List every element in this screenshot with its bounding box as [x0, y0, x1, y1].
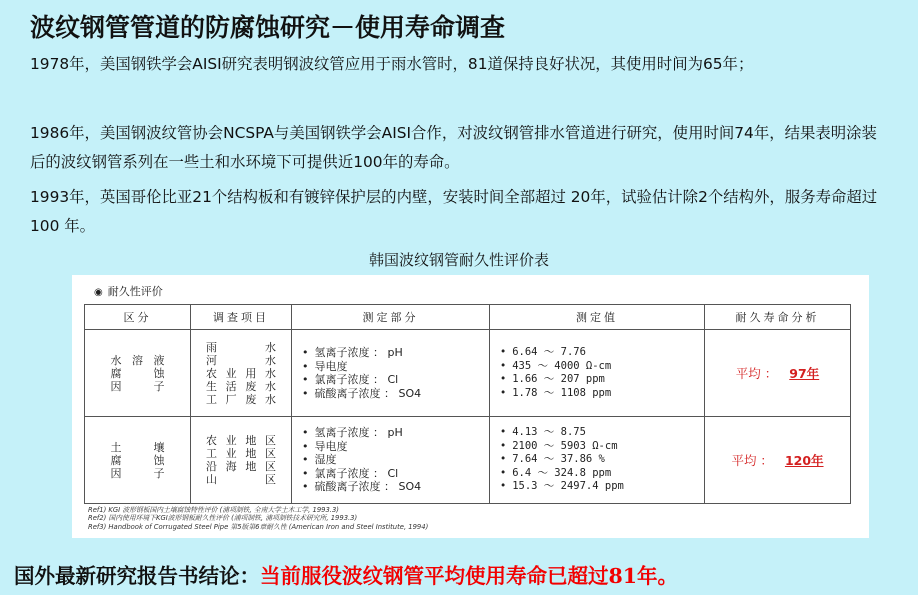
measured-item: • 导电度	[302, 360, 489, 374]
measured-value: • 1.78 ～ 1108 ppm	[500, 387, 704, 401]
measured-value: • 2100 ～ 5903 Ω-cm	[500, 440, 704, 454]
measured-value: • 6.4 ～ 324.8 ppm	[500, 467, 704, 481]
measured-cell	[292, 417, 490, 504]
durability-table	[84, 304, 851, 504]
section-heading	[94, 283, 163, 299]
factor-label: 因 子	[110, 466, 165, 480]
values-cell	[490, 417, 705, 504]
life-value: 120年	[784, 453, 824, 468]
durability-table-image	[72, 275, 869, 538]
reference-line: Ref1) KGI 波形钢板国内土壤腐蚀特性评价 (浦项制铁, 全南大学土木工学, 1993.3)	[88, 506, 339, 514]
measured-item: • 硫酸离子浓度 ： SO4	[302, 387, 489, 401]
survey-item: 河 水	[206, 353, 276, 367]
reference-line: Ref3) Handbook of Corrugated Steel Pipe 第5版第6章耐久性 (American Iron and Steel Institute, 1994)	[88, 522, 429, 531]
survey-item: 山 区	[206, 473, 276, 486]
header-life-analysis: 耐久寿命分析	[705, 305, 851, 330]
survey-item: 沿海地区	[206, 460, 276, 473]
measured-value: • 4.13 ～ 8.75	[500, 426, 704, 440]
measured-item: • 硫酸离子浓度 ： SO4	[302, 480, 489, 494]
measured-value: • 1.66 ～ 207 ppm	[500, 373, 704, 387]
paragraph-1978: 1978年，美国钢铁学会AISI研究表明钢波纹管应用于雨水管时，81道保持良好状况，其使用时间为65年；	[30, 55, 754, 73]
measured-item: • 湿度	[302, 453, 489, 467]
survey-item: 工厂废水	[206, 392, 276, 406]
factor-label: 腐 蚀	[110, 453, 165, 467]
survey-item: 雨 水	[206, 340, 276, 354]
survey-item: 农业用水	[206, 366, 276, 380]
life-cell	[705, 417, 851, 504]
factor-cell	[85, 330, 191, 417]
life-label: 平均 ：	[731, 453, 773, 468]
items-cell	[191, 417, 292, 504]
references	[88, 506, 428, 531]
measured-value: • 435 ～ 4000 Ω-cm	[500, 360, 704, 374]
header-category: 区分	[85, 305, 191, 330]
table-row	[85, 417, 851, 504]
radio-bullet-icon: ◉	[94, 287, 103, 298]
paragraph-1986: 1986年，美国钢波纹管协会NCSPA与美国钢铁学会AISI合作，对波纹钢管排水管道进行研究，使用时间74年，结果表明涂装后的波纹钢管系列在一些土和水环境下可提供近100年的寿命。	[30, 124, 877, 171]
factor-label: 土 壤	[110, 440, 165, 454]
header-measured-values: 测定值	[490, 305, 705, 330]
measured-cell	[292, 330, 490, 417]
section-title: 耐久性评价	[107, 285, 163, 298]
factor-label: 因 子	[110, 379, 165, 393]
measured-value: • 7.64 ～ 37.86 %	[500, 453, 704, 467]
conclusion-lead: 国外最新研究报告书结论：	[14, 564, 260, 588]
life-value: 97年	[789, 366, 820, 381]
life-cell	[705, 330, 851, 417]
measured-item: • 氢离子浓度 ： pH	[302, 426, 489, 440]
measured-value: • 6.64 ～ 7.76	[500, 346, 704, 360]
measured-value: • 15.3 ～ 2497.4 ppm	[500, 480, 704, 494]
measured-item: • 氢离子浓度 ： pH	[302, 346, 489, 360]
table-caption: 韩国波纹钢管耐久性评价表	[368, 251, 549, 269]
conclusion-highlight: 当前服役波纹钢管平均使用寿命已超过81年。	[260, 564, 679, 588]
values-cell	[490, 330, 705, 417]
survey-item: 工业地区	[206, 447, 276, 460]
page-title: 波纹钢管管道的防腐蚀研究－使用寿命调查	[30, 13, 506, 42]
conclusion	[14, 559, 678, 589]
measured-item: • 导电度	[302, 440, 489, 454]
survey-item: 农业地区	[206, 434, 276, 447]
measured-item: • 氯离子浓度 ： Cl	[302, 467, 489, 481]
header-survey-items: 调查项目	[191, 305, 292, 330]
table-row	[85, 330, 851, 417]
items-cell	[191, 330, 292, 417]
header-measured-parts: 测定部分	[292, 305, 490, 330]
paragraph-1993: 1993年，英国哥伦比亚21个结构板和有镀锌保护层的内壁，安装时间全部超过 20年，试验估计除2个结构外，服务寿命超过100 年。	[30, 188, 878, 235]
reference-line: Ref2) 国内使用环境下KGI波形钢板耐久性评价 (浦项制铁, 浦项制铁技术研究所, 1993.3)	[88, 514, 358, 523]
factor-label: 腐 蚀	[110, 366, 165, 380]
factor-cell	[85, 417, 191, 504]
measured-item: • 氯离子浓度 ： Cl	[302, 373, 489, 387]
table-header-row	[85, 305, 851, 330]
life-label: 平均 ：	[735, 366, 778, 381]
factor-label: 水溶液	[110, 353, 165, 367]
survey-item: 生活废水	[206, 379, 276, 393]
